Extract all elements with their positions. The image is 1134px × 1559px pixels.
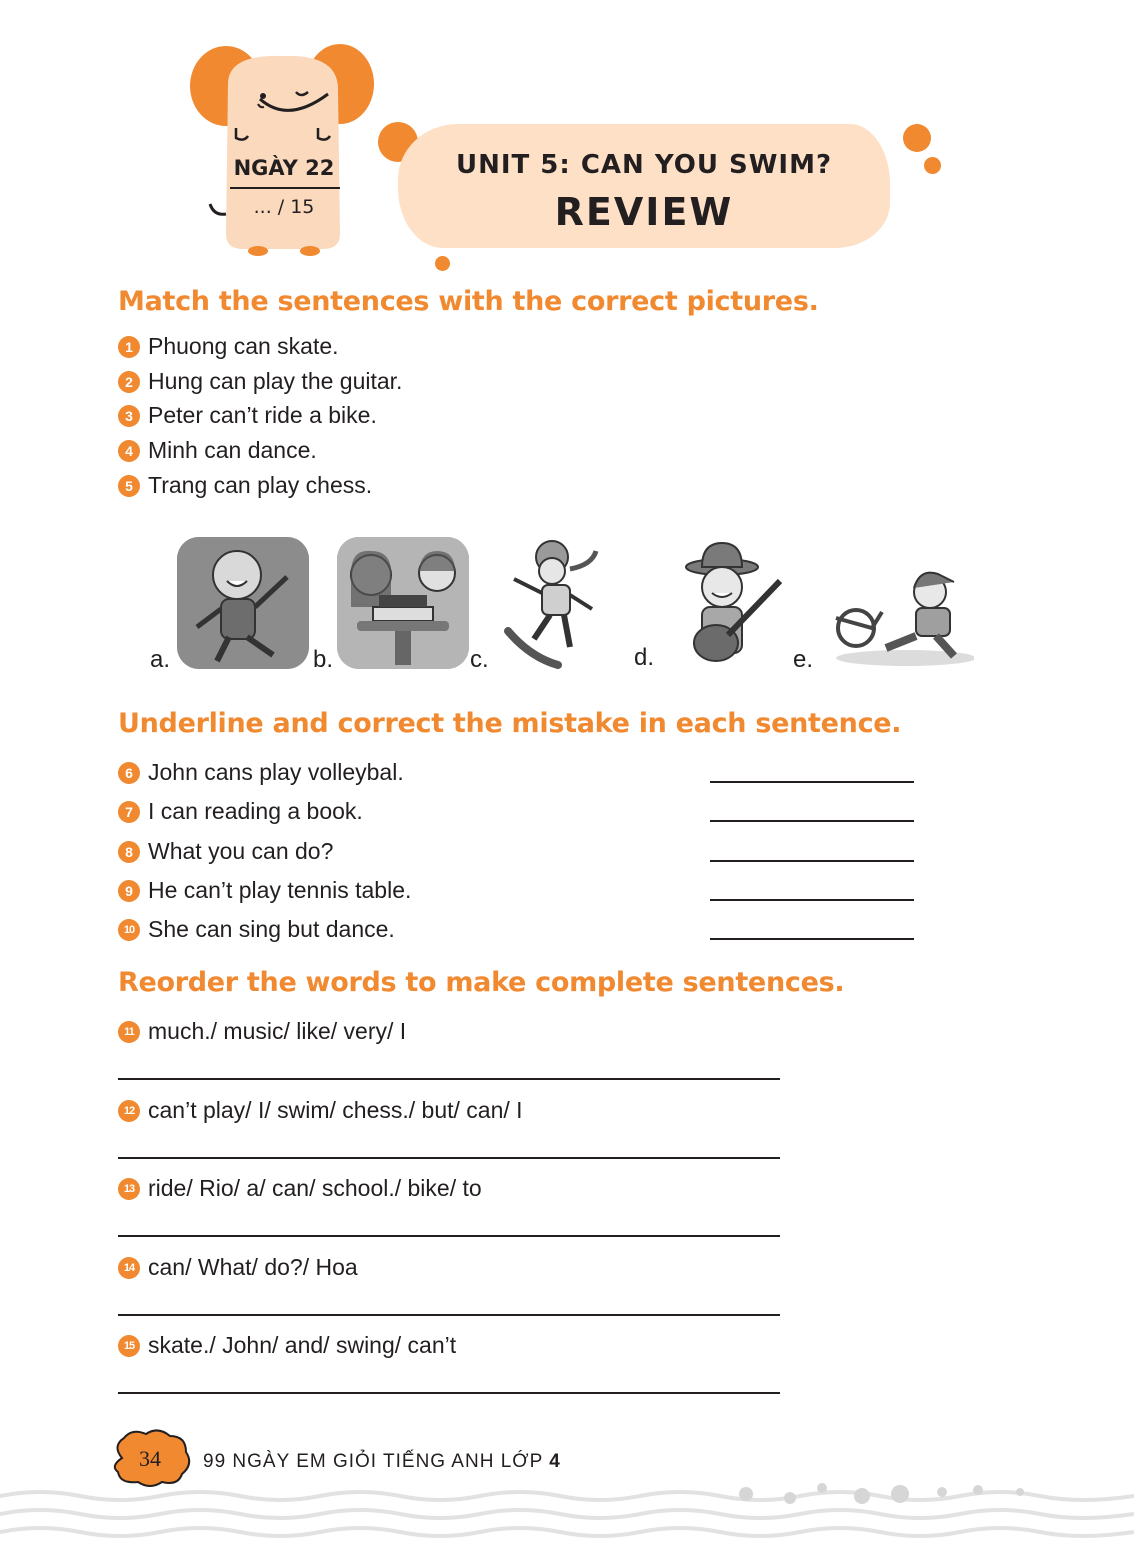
grade-number: 4 (549, 1451, 561, 1472)
item-number: 7 (118, 801, 140, 823)
item-text: What you can do? (148, 838, 334, 864)
decor-dot (435, 256, 450, 271)
list-item (118, 877, 411, 904)
day-label: NGÀY 22 (233, 156, 335, 180)
answer-line[interactable] (118, 1314, 780, 1316)
item-text: much./ music/ like/ very/ I (148, 1018, 407, 1044)
item-text: skate./ John/ and/ swing/ can’t (148, 1332, 457, 1358)
item-number: 14 (118, 1257, 140, 1279)
list-item (118, 916, 395, 943)
item-number: 4 (118, 440, 140, 462)
elephant-mascot-icon (188, 44, 383, 259)
list-item (118, 1254, 358, 1281)
list-item (118, 798, 363, 825)
section2-heading: Underline and correct the mistake in each sentence. (118, 708, 902, 739)
item-text: Hung can play the guitar. (148, 368, 403, 394)
item-number: 3 (118, 405, 140, 427)
item-number: 9 (118, 880, 140, 902)
list-item (118, 368, 402, 395)
section1-heading: Match the sentences with the correct pictures. (118, 286, 819, 317)
book-title (203, 1451, 561, 1473)
skating-girl-icon (500, 535, 610, 673)
picture-label-d: d. (634, 644, 655, 671)
dancing-boy-icon (177, 537, 309, 669)
list-item (118, 1332, 456, 1359)
list-item (118, 838, 333, 865)
list-item (118, 437, 317, 464)
list-item (118, 402, 377, 429)
answer-line[interactable] (118, 1157, 780, 1159)
picture-label-a: a. (150, 646, 171, 673)
list-item (118, 333, 339, 360)
picture-label-c: c. (470, 646, 489, 673)
item-number: 13 (118, 1178, 140, 1200)
list-item (118, 759, 404, 786)
picture-label-b: b. (313, 646, 334, 673)
item-text: She can sing but dance. (148, 916, 395, 942)
list-item (118, 1097, 523, 1124)
footer-wave-decoration (0, 1476, 1134, 1559)
answer-line[interactable] (118, 1235, 780, 1237)
item-number: 2 (118, 371, 140, 393)
item-text: ride/ Rio/ a/ can/ school./ bike/ to (148, 1175, 482, 1201)
item-text: He can’t play tennis table. (148, 877, 412, 903)
page-number: 34 (139, 1446, 161, 1471)
item-text: Minh can dance. (148, 437, 317, 463)
item-number: 5 (118, 475, 140, 497)
chess-girls-picture (337, 537, 469, 669)
review-title: REVIEW (554, 190, 734, 234)
item-text: Phuong can skate. (148, 333, 339, 359)
list-item (118, 472, 372, 499)
item-number: 10 (118, 919, 140, 941)
item-text: John cans play volleybal. (148, 759, 404, 785)
item-text: I can reading a book. (148, 798, 363, 824)
item-text: Trang can play chess. (148, 472, 373, 498)
answer-line[interactable] (118, 1392, 780, 1394)
item-number: 15 (118, 1335, 140, 1357)
answer-line[interactable] (710, 899, 914, 901)
picture-label-e: e. (793, 646, 814, 673)
list-item (118, 1018, 406, 1045)
decor-dot (924, 157, 941, 174)
item-number: 11 (118, 1021, 140, 1043)
item-number: 8 (118, 841, 140, 863)
answer-line[interactable] (710, 820, 914, 822)
chess-game-icon (337, 537, 469, 669)
decor-dot (903, 124, 931, 152)
answer-line[interactable] (710, 781, 914, 783)
answer-line[interactable] (710, 938, 914, 940)
item-text: can/ What/ do?/ Hoa (148, 1254, 358, 1280)
guitar-boy-icon (672, 537, 786, 671)
answer-line[interactable] (118, 1078, 780, 1080)
item-number: 12 (118, 1100, 140, 1122)
score-field[interactable]: ... / 15 (253, 196, 315, 218)
section3-heading: Reorder the words to make complete sentences. (118, 967, 845, 998)
fallen-bike-boy-icon (826, 562, 974, 668)
unit-title: UNIT 5: CAN YOU SWIM? (455, 150, 833, 180)
answer-line[interactable] (710, 860, 914, 862)
dancing-boy-picture (177, 537, 309, 669)
item-text: Peter can’t ride a bike. (148, 402, 377, 428)
list-item (118, 1175, 482, 1202)
item-text: can’t play/ I/ swim/ chess./ but/ can/ I (148, 1097, 523, 1123)
item-number: 6 (118, 762, 140, 784)
book-title-text: 99 NGÀY EM GIỎI TIẾNG ANH LỚP (203, 1451, 543, 1472)
item-number: 1 (118, 336, 140, 358)
